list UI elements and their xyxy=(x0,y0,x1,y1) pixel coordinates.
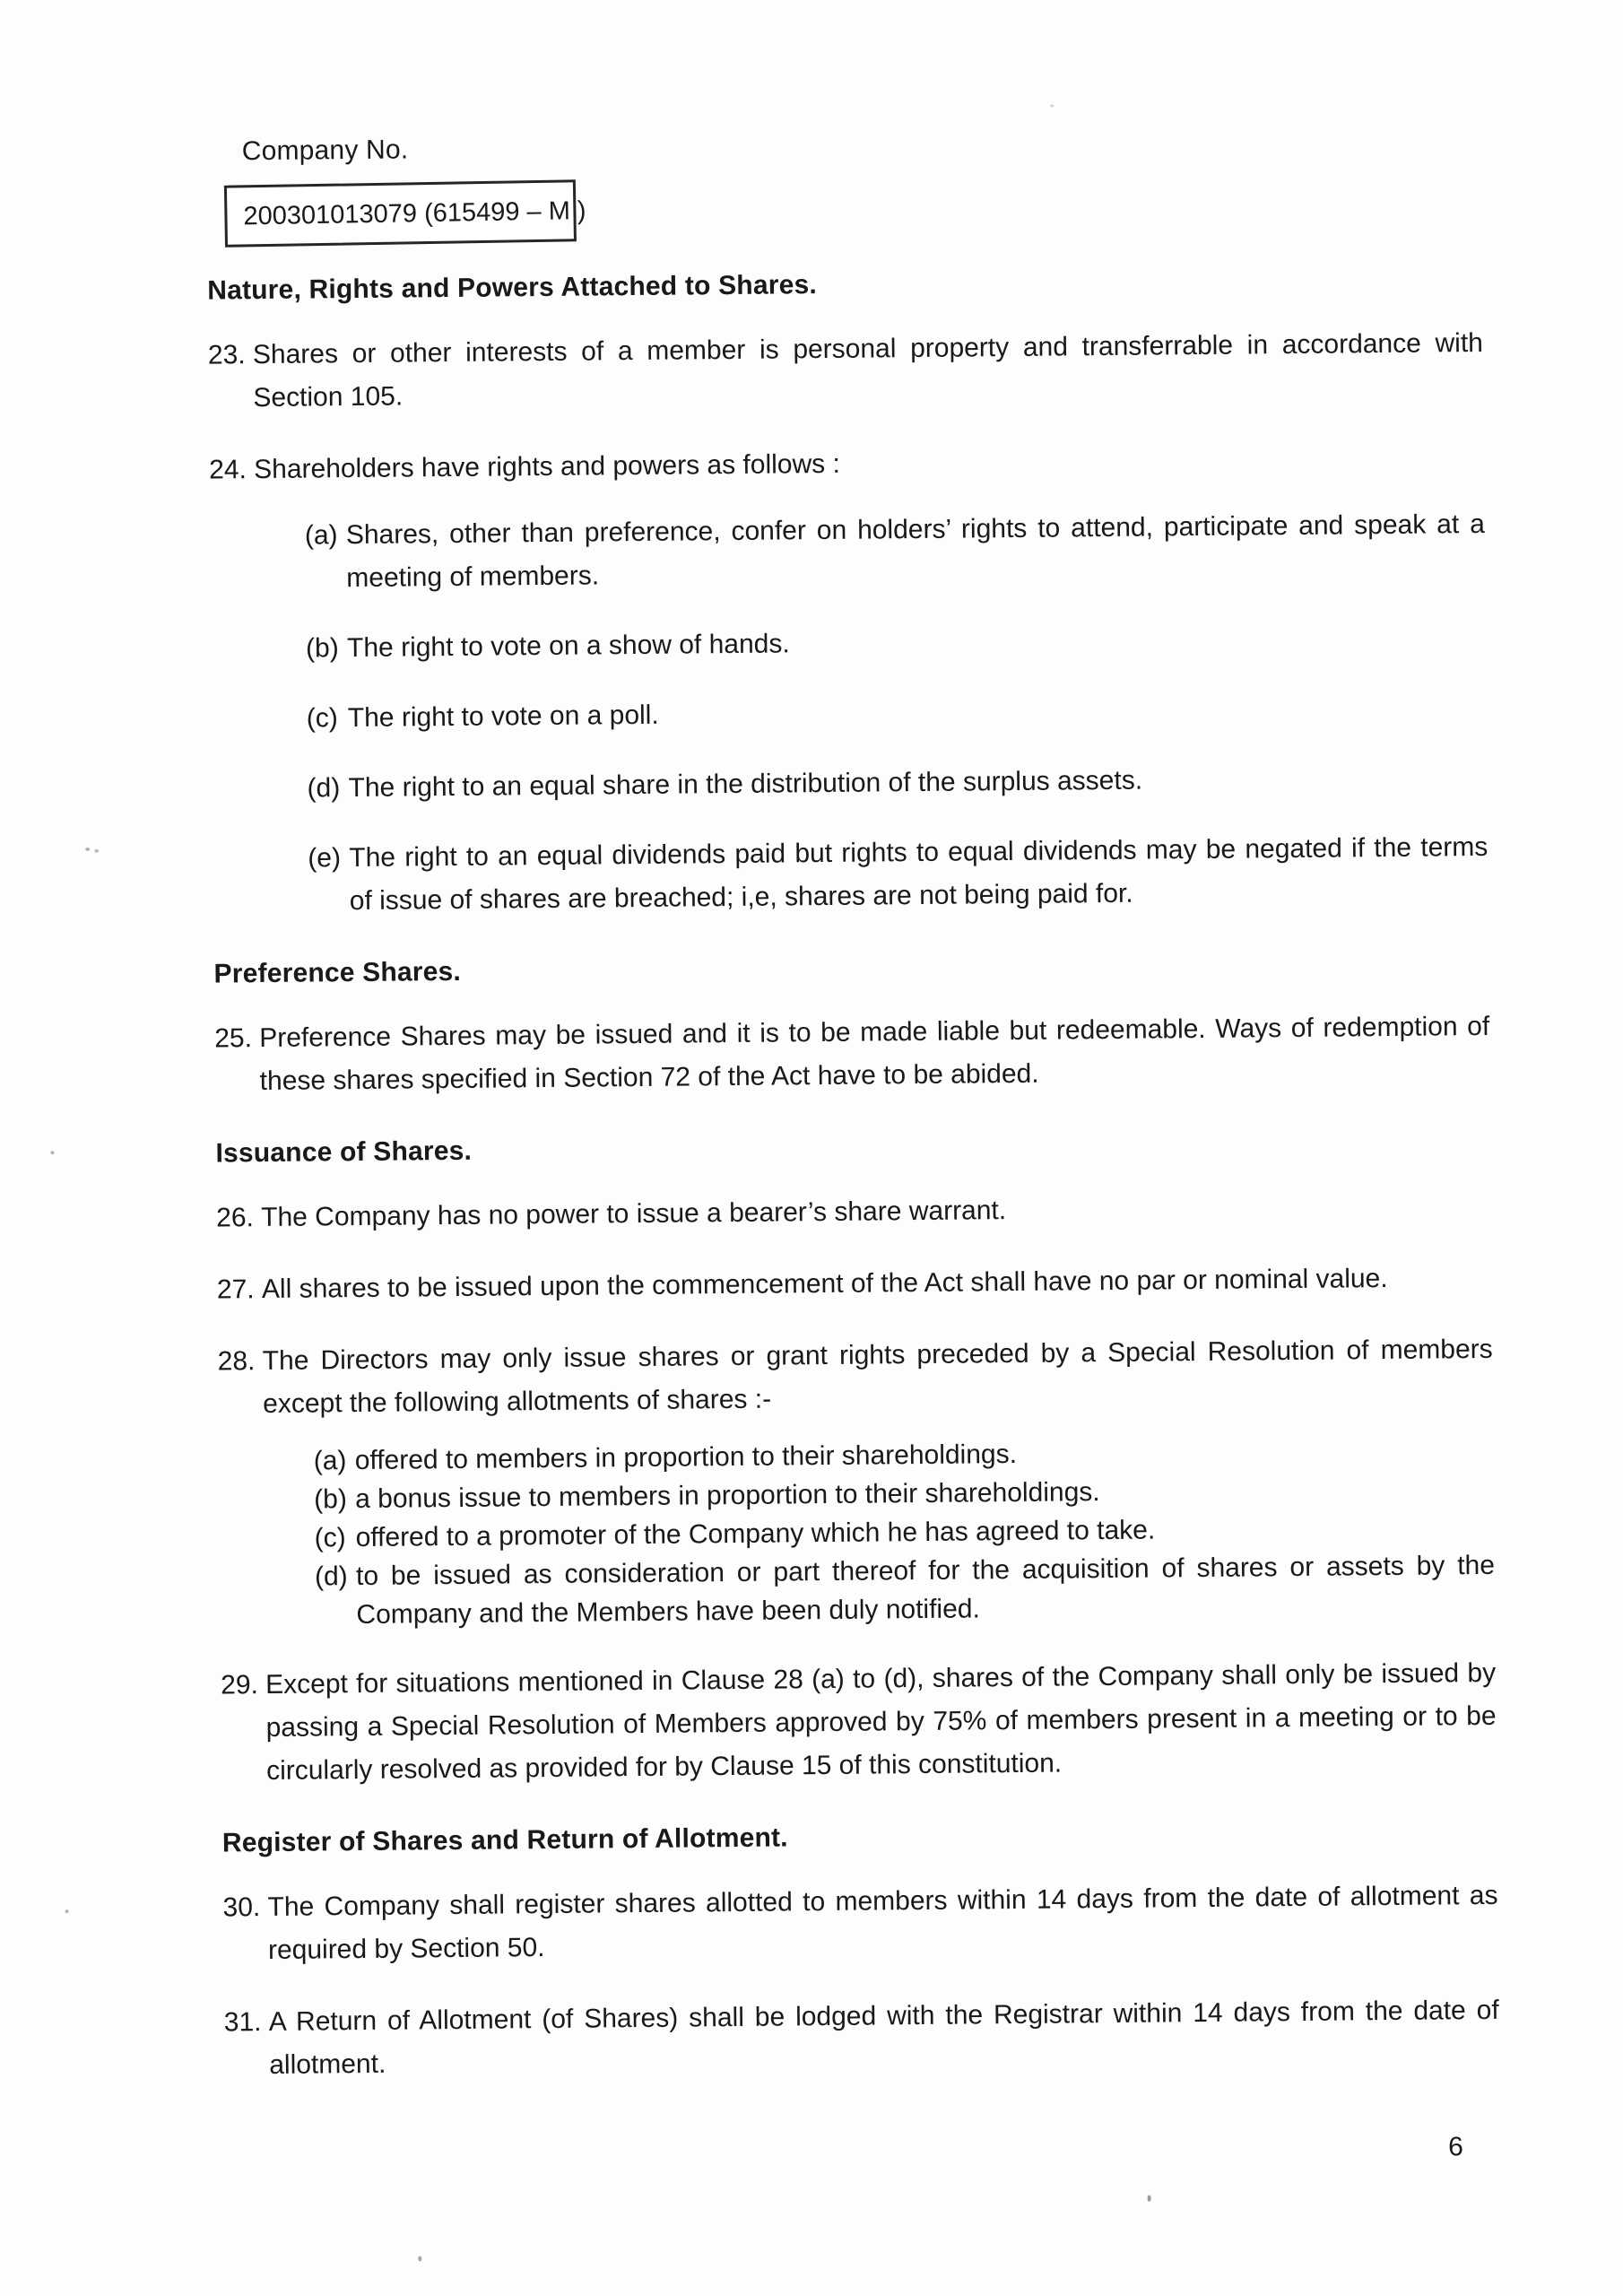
document-section xyxy=(213,941,1490,1104)
company-no-box xyxy=(224,179,586,247)
scan-artifact xyxy=(85,848,90,851)
subclause-label: (b) xyxy=(314,1484,348,1515)
subclause xyxy=(305,503,1486,601)
subclause-text: offered to a promoter of the Company which he has agreed to take. xyxy=(355,1515,1156,1553)
clause-text: A Return of Allotment (of Shares) shall be lodged with the Registrar within 14 days from the date of allotment. xyxy=(268,1995,1499,2080)
subclause-text: The right to an equal dividends paid but rights to equal dividends may be negated if the terms of issue of shares are breached; i,e, shares are not being paid for. xyxy=(349,831,1488,917)
clause-number: 28. xyxy=(217,1346,256,1377)
subclause-label: (d) xyxy=(307,773,341,804)
document-section xyxy=(207,257,1488,925)
clause-body xyxy=(262,1328,1495,1635)
clause-number: 27. xyxy=(216,1274,255,1305)
subclause-label: (a) xyxy=(304,520,338,551)
clause-body xyxy=(265,1652,1497,1793)
clause-number: 30. xyxy=(222,1892,261,1923)
section-heading: Nature, Rights and Powers Attached to Shares. xyxy=(207,270,818,306)
subclause-text: a bonus issue to members in proportion to their shareholdings. xyxy=(355,1477,1100,1515)
section-heading: Preference Shares. xyxy=(213,956,462,989)
clause-text: Except for situations mentioned in Clause 28 (a) to (d), shares of the Company shall only be issued by passing a Special Resolution of Members approved by 75% of members present in a meeting or to be circularly resolved as provided for by Clause 15 of this constitution. xyxy=(265,1657,1497,1787)
clause-number: 31. xyxy=(223,2007,262,2038)
clause-body xyxy=(253,322,1484,420)
clause xyxy=(209,437,1488,925)
subclause-label: (c) xyxy=(306,703,338,734)
document-section xyxy=(222,1810,1500,2088)
subclause xyxy=(315,1546,1496,1635)
scan-artifact xyxy=(1148,2196,1151,2202)
clause xyxy=(221,1652,1497,1794)
clause-body xyxy=(267,1874,1498,1972)
subclause-label: (e) xyxy=(308,843,342,874)
subclause-text: The right to vote on a poll. xyxy=(347,700,659,734)
clause-body xyxy=(261,1185,1491,1239)
subclause-text: Shares, other than preference, confer on holders’ rights to attend, participate and speak at a meeting of members. xyxy=(345,509,1485,594)
subclause-label: (d) xyxy=(314,1561,348,1592)
scan-artifact xyxy=(65,1909,69,1913)
subclause xyxy=(306,616,1486,671)
clause xyxy=(208,322,1484,421)
subclause-label: (b) xyxy=(305,633,339,664)
clause-body xyxy=(269,1989,1500,2087)
company-no-value: 200301013079 (615499 – M ) xyxy=(243,196,586,230)
scan-artifact xyxy=(50,1151,54,1154)
subclause xyxy=(307,686,1487,741)
clause xyxy=(217,1328,1495,1636)
page-number: 6 xyxy=(1448,2132,1464,2162)
clause-text: Shares or other interests of a member is personal property and transferrable in accordance with Section 105. xyxy=(252,327,1484,413)
subclause-label: (c) xyxy=(314,1523,346,1553)
clause-text: Shareholders have rights and powers as follows : xyxy=(254,448,840,485)
company-no-label: Company No. xyxy=(241,135,409,167)
subclause-text: The right to an equal share in the distribution of the surplus assets. xyxy=(348,765,1143,804)
subclause xyxy=(307,756,1487,811)
clause-text: The Company shall register shares allotted to members within 14 days from the date of allotment as required by Section 50. xyxy=(267,1880,1498,1966)
clause-text: The Directors may only issue shares or grant rights preceded by a Special Resolution of members except the following allotments of shares :- xyxy=(262,1334,1493,1420)
clause-body xyxy=(254,437,1488,924)
clause xyxy=(222,1874,1498,1973)
clause-text: Preference Shares may be issued and it is to be made liable but redeemable. Ways of redemption of these shares specified in Section 72 of the Act have to be abided. xyxy=(259,1011,1490,1097)
subclause-list xyxy=(314,1431,1496,1635)
section-heading: Register of Shares and Return of Allotment. xyxy=(221,1822,788,1858)
clause-number: 24. xyxy=(209,455,247,485)
document-body xyxy=(207,257,1499,2088)
subclause-text: to be issued as consideration or part thereof for the acquisition of shares or assets by the Company and the Members have been duly notified. xyxy=(355,1550,1496,1631)
subclause-text: The right to vote on a show of hands. xyxy=(346,629,790,664)
clause-text: The Company has no power to issue a bearer’s share warrant. xyxy=(261,1196,1007,1233)
subclause-list xyxy=(305,503,1488,924)
clause xyxy=(214,1005,1490,1104)
clause-body xyxy=(262,1257,1492,1311)
scan-artifact xyxy=(1050,104,1054,107)
document-section xyxy=(215,1120,1497,1794)
clause-text: All shares to be issued upon the commencement of the Act shall have no par or nominal value. xyxy=(261,1263,1388,1305)
section-heading: Issuance of Shares. xyxy=(215,1135,473,1169)
clause xyxy=(217,1257,1492,1312)
subclause-label: (a) xyxy=(313,1446,347,1476)
clause-number: 29. xyxy=(221,1670,259,1700)
clause-number: 23. xyxy=(207,340,246,370)
clause xyxy=(216,1185,1491,1240)
subclause-text: offered to members in proportion to their shareholdings. xyxy=(354,1439,1018,1476)
clause-number: 25. xyxy=(214,1023,253,1054)
clause-body xyxy=(259,1005,1490,1103)
subclause xyxy=(308,826,1488,924)
clause xyxy=(224,1989,1500,2088)
scan-artifact xyxy=(418,2256,421,2261)
clause-number: 26. xyxy=(216,1203,255,1233)
